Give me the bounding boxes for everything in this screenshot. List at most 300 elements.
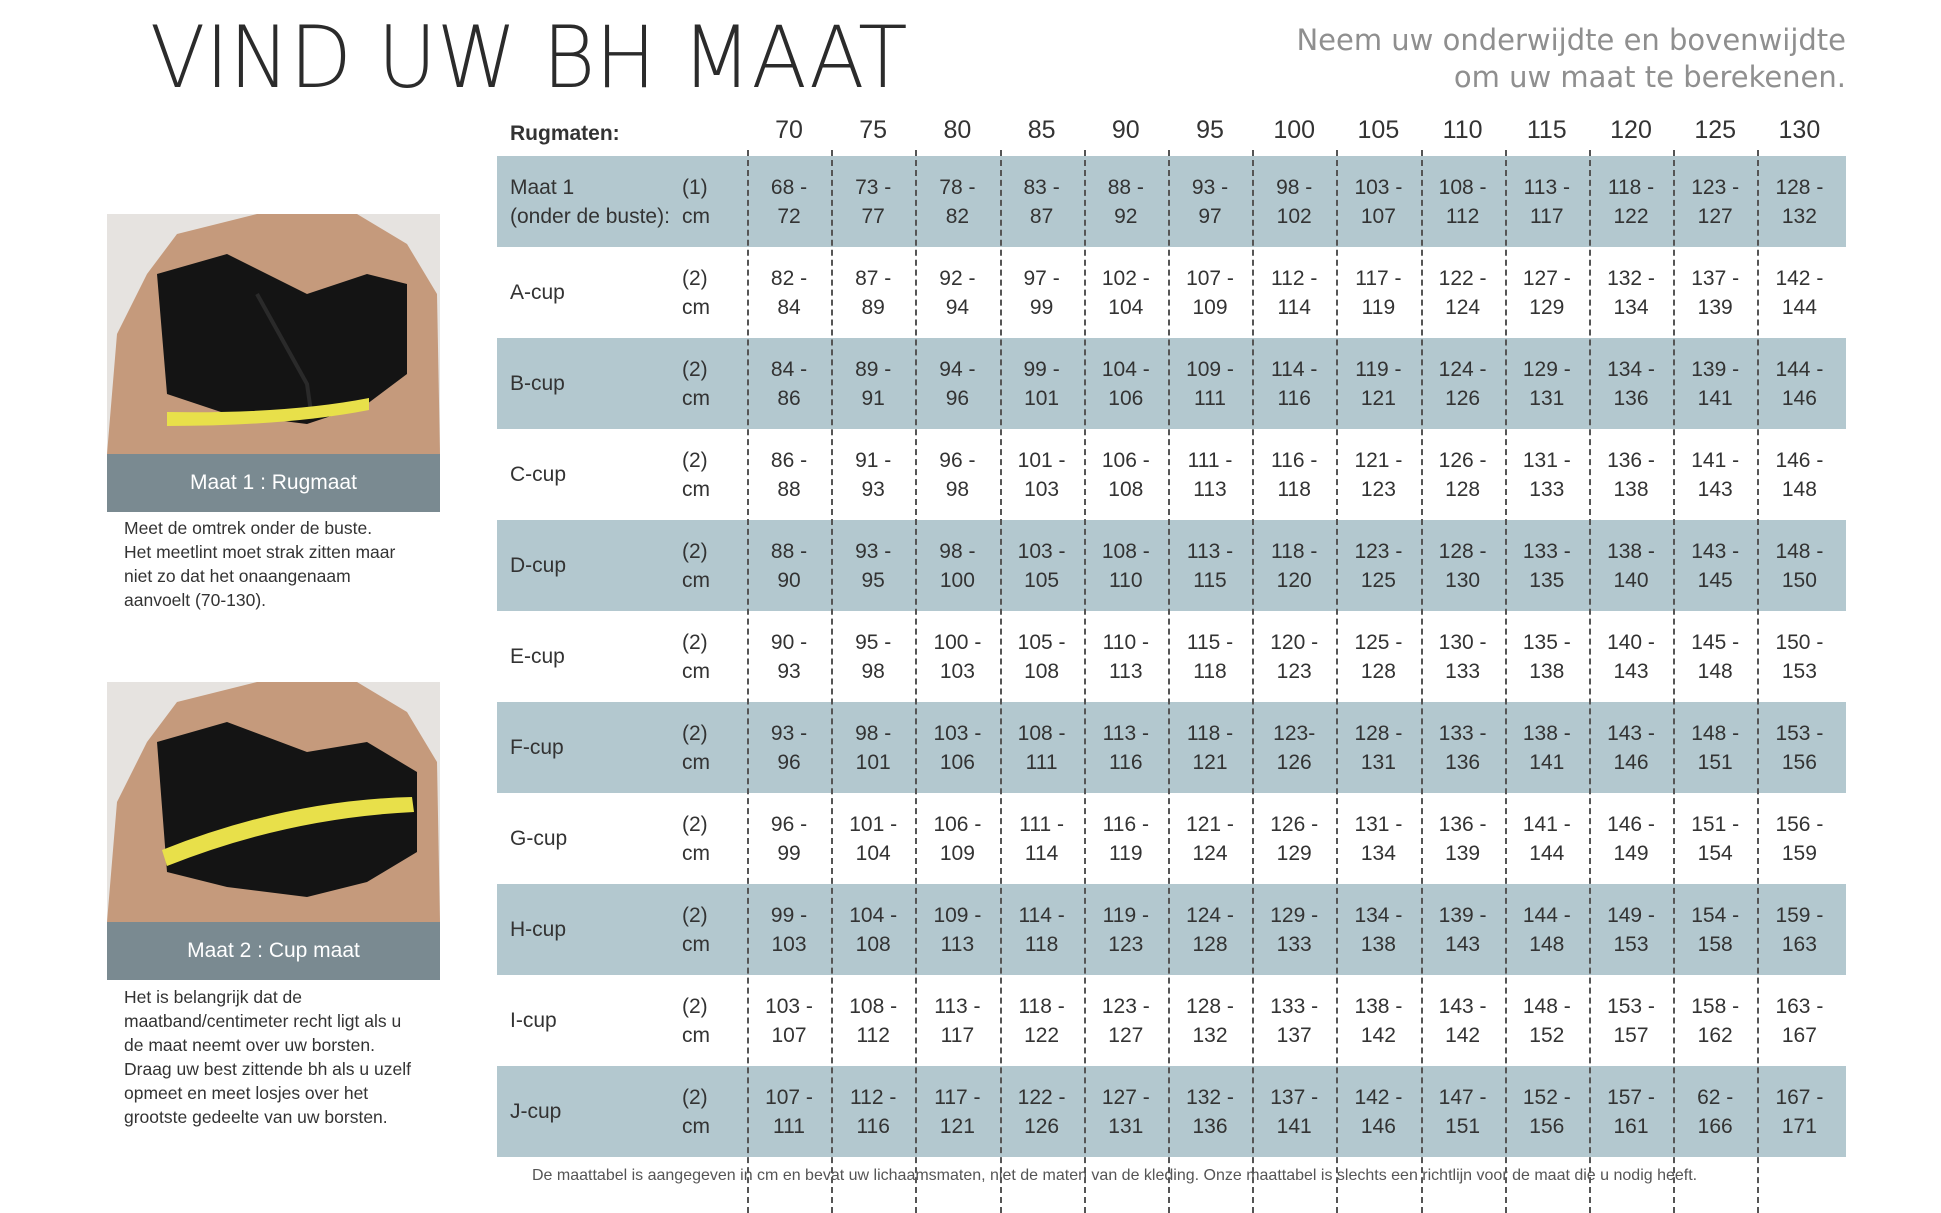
- cell-value-line: 145: [1697, 568, 1733, 592]
- column-divider: [1757, 150, 1759, 1213]
- row-note-line: cm: [682, 1114, 710, 1138]
- table-cell: [1252, 520, 1336, 611]
- table-cell: [1673, 338, 1757, 429]
- column-divider: [1336, 150, 1338, 1213]
- panel-caption: Maat 2 : Cup maat: [107, 922, 440, 980]
- table-cell: [915, 702, 999, 793]
- table-cell: [1673, 611, 1757, 702]
- table-cell: [747, 429, 831, 520]
- cell-value-line: 98 -: [855, 721, 892, 745]
- column-divider: [747, 150, 749, 1213]
- table-cell: [1505, 884, 1589, 975]
- table-cell: [831, 884, 915, 975]
- table-row: [497, 429, 1846, 520]
- cell-value-line: 127: [1697, 204, 1733, 228]
- cell-value-line: 96 -: [770, 812, 808, 836]
- table-cell: [1084, 975, 1168, 1066]
- table-cell: [1757, 884, 1841, 975]
- table-cell: [831, 429, 915, 520]
- table-cell: [1673, 1066, 1757, 1157]
- table-cell: [1252, 156, 1336, 247]
- row-label-line: G-cup: [510, 827, 568, 850]
- column-header: 100: [1273, 116, 1316, 144]
- table-cell: [1168, 611, 1252, 702]
- table-cell: [915, 1066, 999, 1157]
- table-cell: [1168, 338, 1252, 429]
- panel-text-line: de maat neemt over uw borsten.: [124, 1035, 375, 1055]
- cell-value-line: 142: [1360, 1023, 1396, 1047]
- cell-value-line: 110 -: [1102, 630, 1149, 654]
- cell-value-line: 128 -: [1354, 721, 1403, 745]
- cell-value-line: 131: [1360, 750, 1396, 774]
- table-cell: [915, 247, 999, 338]
- cell-value-line: 95 -: [855, 630, 892, 654]
- table-cell: [1000, 338, 1084, 429]
- table-cell: [1252, 338, 1336, 429]
- cell-value-line: 119: [1361, 295, 1396, 319]
- band-measurement-photo: [107, 214, 440, 454]
- row-label: [510, 338, 690, 429]
- table-cell: [1505, 338, 1589, 429]
- cell-value-line: 116: [1277, 386, 1311, 410]
- cell-value-line: 125 -: [1354, 630, 1403, 654]
- table-cell: [1168, 702, 1252, 793]
- panel-text-line: opmeet en meet losjes over het: [124, 1083, 369, 1103]
- table-row: [497, 1066, 1846, 1157]
- cell-value-line: 114 -: [1018, 903, 1065, 927]
- table-cell: [1673, 975, 1757, 1066]
- table-cell: [831, 156, 915, 247]
- cell-value-line: 72: [777, 204, 801, 228]
- cell-value-line: 83 -: [1023, 175, 1060, 199]
- column-header: 70: [775, 116, 803, 144]
- cell-value-line: 154 -: [1691, 903, 1740, 927]
- cell-value-line: 143: [1445, 932, 1481, 956]
- table-cell: [1673, 884, 1757, 975]
- table-cell: [1168, 793, 1252, 884]
- panel-text-line: Het meetlint moet strak zitten maar: [124, 542, 396, 562]
- column-header: 110: [1442, 116, 1483, 144]
- column-divider: [1505, 150, 1507, 1213]
- cell-value-line: 95: [861, 568, 885, 592]
- table-cell: [1084, 1066, 1168, 1157]
- cell-value-line: 118 -: [1271, 539, 1318, 563]
- table-cell: [1084, 520, 1168, 611]
- table-cell: [915, 611, 999, 702]
- cell-value-line: 126 -: [1270, 812, 1319, 836]
- cell-value-line: 108 -: [1017, 721, 1066, 745]
- row-note-line: (2): [682, 357, 708, 381]
- cell-value-line: 132: [1781, 204, 1817, 228]
- cell-value-line: 156: [1529, 1114, 1565, 1138]
- cell-value-line: 148: [1529, 932, 1565, 956]
- cell-value-line: 129 -: [1270, 903, 1319, 927]
- table-cell: [1673, 429, 1757, 520]
- cell-value-line: 141: [1276, 1114, 1312, 1138]
- cell-value-line: 103: [1024, 477, 1060, 501]
- cell-value-line: 97 -: [1023, 266, 1060, 290]
- table-cell: [1336, 975, 1420, 1066]
- cell-value-line: 127 -: [1522, 266, 1571, 290]
- cell-value-line: 136 -: [1438, 812, 1487, 836]
- table-cell: [1084, 793, 1168, 884]
- cell-value-line: 121: [1192, 750, 1228, 774]
- table-cell: [915, 520, 999, 611]
- table-cell: [1084, 156, 1168, 247]
- table-row: [497, 611, 1846, 702]
- row-note-line: (2): [682, 1085, 708, 1109]
- table-cell: [747, 1066, 831, 1157]
- cell-value-line: 111: [1194, 386, 1226, 410]
- cell-value-line: 150: [1781, 568, 1817, 592]
- table-cell: [1505, 520, 1589, 611]
- cell-value-line: 114 -: [1271, 357, 1318, 381]
- cell-value-line: 117 -: [1355, 266, 1402, 290]
- cell-value-line: 113: [940, 932, 975, 956]
- row-unit-note: [682, 247, 722, 338]
- table-cell: [1505, 1066, 1589, 1157]
- cell-value-line: 90 -: [770, 630, 808, 654]
- table-cell: [747, 338, 831, 429]
- table-cell: [1252, 975, 1336, 1066]
- cell-value-line: 141 -: [1522, 812, 1571, 836]
- cell-value-line: 107: [771, 1023, 807, 1047]
- cell-value-line: 158 -: [1691, 994, 1740, 1018]
- table-cell: [831, 611, 915, 702]
- table-cell: [831, 338, 915, 429]
- table-cell: [1421, 975, 1505, 1066]
- cell-value-line: 121 -: [1186, 812, 1234, 836]
- cell-value-line: 108: [855, 932, 891, 956]
- cell-value-line: 115: [1193, 568, 1227, 592]
- cell-value-line: 78 -: [939, 175, 976, 199]
- cell-value-line: 73 -: [855, 175, 892, 199]
- column-divider: [1000, 150, 1002, 1213]
- row-label-line: D-cup: [510, 554, 567, 577]
- row-label-line: A-cup: [510, 281, 565, 304]
- table-cell: [1168, 429, 1252, 520]
- table-cell: [1084, 338, 1168, 429]
- cell-value-line: 90: [777, 568, 801, 592]
- cell-value-line: 112: [856, 1023, 890, 1047]
- cell-value-line: 114: [1024, 841, 1059, 865]
- cell-value-line: 93: [777, 659, 801, 683]
- cup-measurement-photo: [107, 682, 440, 922]
- cell-value-line: 102 -: [1101, 266, 1150, 290]
- row-label: [510, 247, 690, 338]
- table-cell: [1421, 247, 1505, 338]
- cell-value-line: 94: [945, 295, 970, 319]
- cell-value-line: 123 -: [1101, 994, 1150, 1018]
- row-label: [510, 1066, 690, 1157]
- cell-value-line: 89 -: [855, 357, 892, 381]
- cell-value-line: 93 -: [1191, 175, 1229, 199]
- table-cell: [915, 338, 999, 429]
- row-label-line: E-cup: [510, 645, 565, 668]
- cell-value-line: 99 -: [1023, 357, 1060, 381]
- row-note-line: cm: [682, 295, 710, 319]
- table-row: [497, 338, 1846, 429]
- table-cell: [1589, 247, 1673, 338]
- cell-value-line: 89: [861, 295, 885, 319]
- cell-value-line: 115 -: [1186, 630, 1234, 654]
- cell-value-line: 129 -: [1522, 357, 1571, 381]
- table-cell: [831, 793, 915, 884]
- cell-value-line: 149 -: [1607, 903, 1655, 927]
- cell-value-line: 162: [1697, 1023, 1733, 1047]
- cell-value-line: 106 -: [933, 812, 982, 836]
- table-cell: [1336, 611, 1420, 702]
- cell-value-line: 142: [1445, 1023, 1481, 1047]
- cell-value-line: 116 -: [1102, 812, 1149, 836]
- cell-value-line: 112: [1445, 204, 1480, 228]
- table-cell: [1673, 702, 1757, 793]
- cell-value-line: 118: [1024, 932, 1059, 956]
- cell-value-line: 107: [1360, 204, 1396, 228]
- table-cell: [1000, 611, 1084, 702]
- cell-value-line: 99 -: [770, 903, 808, 927]
- column-divider: [1252, 150, 1254, 1213]
- table-cell: [1421, 884, 1505, 975]
- row-label: [510, 793, 690, 884]
- cell-value-line: 106 -: [1101, 448, 1150, 472]
- panel-text-line: Het is belangrijk dat de: [124, 987, 303, 1007]
- table-cell: [1252, 247, 1336, 338]
- table-cell: [1252, 1066, 1336, 1157]
- table-row: [497, 702, 1846, 793]
- table-cell: [1421, 793, 1505, 884]
- table-cell: [1589, 520, 1673, 611]
- cell-value-line: 136: [1613, 386, 1649, 410]
- table-cell: [1505, 156, 1589, 247]
- cell-value-line: 123-: [1273, 721, 1316, 745]
- cell-value-line: 109 -: [933, 903, 982, 927]
- cell-value-line: 117: [940, 1023, 975, 1047]
- cell-value-line: 133 -: [1522, 539, 1571, 563]
- cell-value-line: 138: [1360, 932, 1396, 956]
- cell-value-line: 123: [1108, 932, 1144, 956]
- cell-value-line: 123 -: [1691, 175, 1740, 199]
- cell-value-line: 153 -: [1607, 994, 1655, 1018]
- subtitle-line: om uw maat te berekenen.: [1453, 60, 1846, 94]
- cell-value-line: 131: [1108, 1114, 1144, 1138]
- table-cell: [1252, 702, 1336, 793]
- cell-value-line: 156 -: [1775, 812, 1824, 836]
- cell-value-line: 141 -: [1691, 448, 1740, 472]
- row-label-line: J-cup: [510, 1100, 562, 1123]
- cell-value-line: 166: [1697, 1114, 1733, 1138]
- table-cell: [915, 884, 999, 975]
- cell-value-line: 133: [1276, 932, 1312, 956]
- cell-value-line: 138: [1529, 659, 1565, 683]
- cell-value-line: 154: [1697, 841, 1733, 865]
- cell-value-line: 103 -: [1354, 175, 1403, 199]
- table-cell: [1252, 884, 1336, 975]
- row-note-line: (2): [682, 448, 708, 472]
- table-cell: [1589, 793, 1673, 884]
- cell-value-line: 139: [1445, 841, 1481, 865]
- table-cell: [747, 520, 831, 611]
- table-cell: [1000, 156, 1084, 247]
- cell-value-line: 105 -: [1017, 630, 1066, 654]
- cell-value-line: 146: [1781, 386, 1817, 410]
- cell-value-line: 129: [1529, 295, 1565, 319]
- column-header: 95: [1196, 116, 1224, 144]
- cell-value-line: 144 -: [1522, 903, 1571, 927]
- cell-value-line: 126: [1276, 750, 1312, 774]
- cell-value-line: 161: [1613, 1114, 1649, 1138]
- cell-value-line: 135: [1529, 568, 1565, 592]
- table-cell: [1336, 247, 1420, 338]
- table-cell: [1084, 884, 1168, 975]
- cell-value-line: 94 -: [939, 357, 976, 381]
- cell-value-line: 131: [1529, 386, 1565, 410]
- cell-value-line: 92: [1114, 204, 1138, 228]
- cell-value-line: 126 -: [1438, 448, 1487, 472]
- cell-value-line: 121: [1360, 386, 1396, 410]
- row-label-line: F-cup: [510, 736, 564, 759]
- cell-value-line: 111: [1025, 750, 1058, 774]
- cell-value-line: 152 -: [1522, 1085, 1571, 1109]
- table-cell: [1589, 975, 1673, 1066]
- cell-value-line: 104: [855, 841, 891, 865]
- row-note-line: cm: [682, 750, 710, 774]
- cell-value-line: 134: [1613, 295, 1649, 319]
- table-cell: [1589, 156, 1673, 247]
- cell-value-line: 113: [1193, 477, 1227, 501]
- table-cell: [1336, 429, 1420, 520]
- table-cell: [1336, 156, 1420, 247]
- row-note-line: cm: [682, 659, 710, 683]
- cell-value-line: 108 -: [1438, 175, 1487, 199]
- cell-value-line: 114: [1277, 295, 1311, 319]
- cell-value-line: 128 -: [1186, 994, 1234, 1018]
- cell-value-line: 84: [777, 295, 801, 319]
- cell-value-line: 122 -: [1017, 1085, 1066, 1109]
- cell-value-line: 148 -: [1775, 539, 1824, 563]
- column-header: 85: [1027, 116, 1056, 144]
- column-divider: [1168, 150, 1170, 1213]
- cell-value-line: 118 -: [1607, 175, 1655, 199]
- cell-value-line: 131 -: [1522, 448, 1571, 472]
- cell-value-line: 148: [1697, 659, 1733, 683]
- cell-value-line: 88: [777, 477, 801, 501]
- cell-value-line: 106: [1108, 386, 1144, 410]
- cell-value-line: 98 -: [1276, 175, 1313, 199]
- cell-value-line: 88 -: [1107, 175, 1144, 199]
- table-cell: [1589, 1066, 1673, 1157]
- cell-value-line: 108 -: [849, 994, 898, 1018]
- cell-value-line: 109: [939, 841, 975, 865]
- cell-value-line: 118: [1277, 477, 1311, 501]
- cell-value-line: 150 -: [1775, 630, 1824, 654]
- cell-value-line: 163: [1781, 932, 1817, 956]
- cell-value-line: 113 -: [934, 994, 981, 1018]
- cell-value-line: 143: [1697, 477, 1733, 501]
- row-unit-note: [682, 156, 722, 247]
- table-cell: [747, 793, 831, 884]
- cell-value-line: 134 -: [1354, 903, 1403, 927]
- cell-value-line: 143 -: [1607, 721, 1655, 745]
- column-divider: [831, 150, 833, 1213]
- cell-value-line: 144 -: [1775, 357, 1824, 381]
- cell-value-line: 147 -: [1438, 1085, 1487, 1109]
- cell-value-line: 111 -: [1019, 812, 1064, 836]
- row-unit-note: [682, 975, 722, 1066]
- cell-value-line: 146: [1613, 750, 1649, 774]
- table-cell: [831, 247, 915, 338]
- cell-value-line: 126: [1024, 1114, 1060, 1138]
- cell-value-line: 102: [1276, 204, 1312, 228]
- cell-value-line: 124: [1192, 841, 1228, 865]
- table-cell: [1336, 884, 1420, 975]
- cell-value-line: 91 -: [855, 448, 892, 472]
- cell-value-line: 127: [1108, 1023, 1144, 1047]
- table-cell: [1336, 1066, 1420, 1157]
- table-row: [497, 975, 1846, 1066]
- table-cell: [1084, 429, 1168, 520]
- cell-value-line: 138 -: [1522, 721, 1571, 745]
- column-header: 90: [1111, 116, 1140, 144]
- cell-value-line: 123: [1360, 477, 1396, 501]
- table-cell: [831, 702, 915, 793]
- table-cell: [1505, 975, 1589, 1066]
- cell-value-line: 107 -: [765, 1085, 813, 1109]
- table-cell: [1589, 884, 1673, 975]
- cell-value-line: 151: [1697, 750, 1733, 774]
- cell-value-line: 100 -: [933, 630, 982, 654]
- column-header: 120: [1610, 116, 1652, 144]
- cell-value-line: 130 -: [1438, 630, 1487, 654]
- cell-value-line: 103: [939, 659, 975, 683]
- cell-value-line: 141: [1529, 750, 1565, 774]
- cell-value-line: 119: [1109, 841, 1143, 865]
- cell-value-line: 98: [861, 659, 885, 683]
- cell-value-line: 109: [1192, 295, 1228, 319]
- table-cell: [1168, 1066, 1252, 1157]
- cell-value-line: 130: [1445, 568, 1481, 592]
- header-label: Rugmaten:: [510, 122, 620, 145]
- cell-value-line: 118: [1193, 659, 1227, 683]
- table-cell: [1000, 702, 1084, 793]
- cell-value-line: 105: [1024, 568, 1060, 592]
- column-header: 105: [1357, 116, 1400, 144]
- table-cell: [1757, 611, 1841, 702]
- table-cell: [1421, 338, 1505, 429]
- cell-value-line: 149: [1613, 841, 1649, 865]
- table-cell: [1673, 247, 1757, 338]
- cell-value-line: 118 -: [1186, 721, 1234, 745]
- cell-value-line: 111 -: [1187, 448, 1233, 472]
- cell-value-line: 121: [939, 1114, 975, 1138]
- column-divider: [1084, 150, 1086, 1213]
- cell-value-line: 139 -: [1438, 903, 1487, 927]
- table-cell: [1421, 156, 1505, 247]
- table-cell: [1252, 429, 1336, 520]
- row-label-line: B-cup: [510, 372, 565, 395]
- panel-text-line: aanvoelt (70-130).: [124, 590, 267, 610]
- cell-value-line: 143 -: [1438, 994, 1487, 1018]
- row-label-line: H-cup: [510, 918, 567, 941]
- cell-value-line: 136 -: [1607, 448, 1655, 472]
- cell-value-line: 77: [861, 204, 885, 228]
- table-cell: [747, 702, 831, 793]
- cell-value-line: 157: [1613, 1023, 1649, 1047]
- cell-value-line: 119 -: [1355, 357, 1402, 381]
- cell-value-line: 121 -: [1354, 448, 1403, 472]
- column-header: 115: [1526, 116, 1567, 144]
- cell-value-line: 62 -: [1697, 1085, 1734, 1109]
